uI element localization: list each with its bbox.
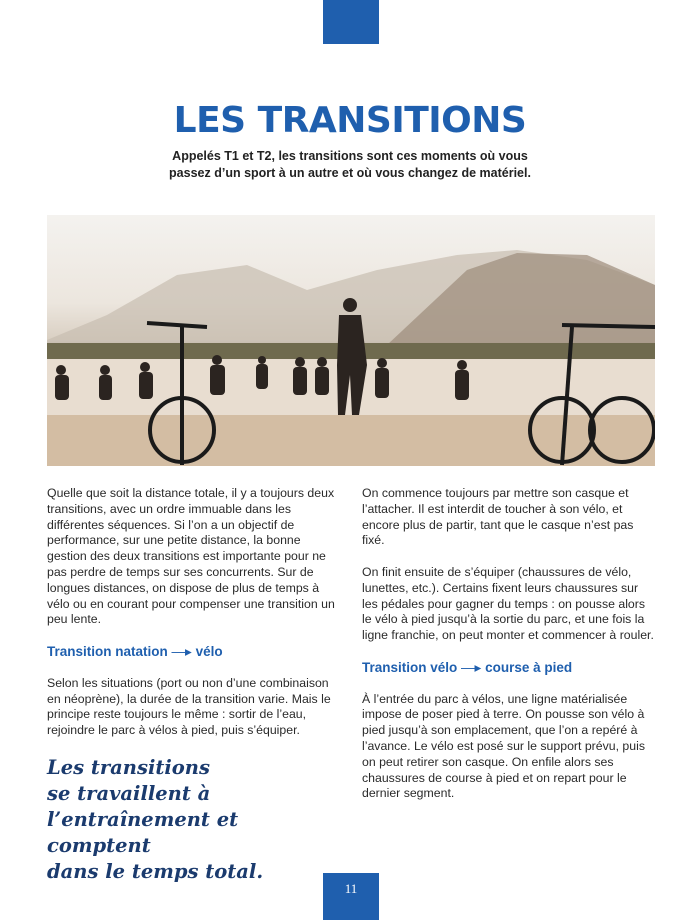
quote-line: l’entraînement et comptent bbox=[47, 807, 239, 857]
photo-illustration bbox=[47, 215, 655, 466]
top-tab-decoration bbox=[323, 0, 379, 44]
heading-part: Transition vélo bbox=[362, 659, 458, 675]
heading-part: vélo bbox=[195, 643, 223, 659]
quote-line: se travaillent à bbox=[47, 781, 211, 805]
intro-paragraph: Quelle que soit la distance totale, il y a toujours deux transitions, avec un ordre immuable dans les différentes séquences. Si l’on a un objectif de performance, sur une petite distance, la bonne gestion des deux transitions est importante pour ne pas perdre de temps sur ses concurrents. Sur de longues distances, on dispose de plus de temps à vélo ou en courant pour compenser une transition un peu lente. bbox=[47, 486, 335, 627]
page-number: 11 bbox=[323, 873, 379, 920]
subtitle-line: Appelés T1 et T2, les transitions sont ces moments où vous bbox=[172, 149, 528, 163]
pull-quote bbox=[47, 755, 337, 885]
helmet-paragraph: On commence toujours par mettre son casque et l’attacher. Il est interdit de toucher à son vélo, et encore plus de partir, tant que le casque n’est pas fixé. bbox=[362, 486, 634, 548]
right-column bbox=[362, 486, 657, 818]
bike-run-paragraph: À l’entrée du parc à vélos, une ligne matérialisée impose de poser pied à terre. On pousse son vélo à pied jusqu’à son emplacement, que l’on a repéré à l’avance. Le vélo est posé sur le support prévu, puis on peut retirer son casque. On enfile alors ses chaussures de course à pied et on repart pour le dernier segment. bbox=[362, 691, 645, 801]
left-column bbox=[47, 486, 337, 885]
subtitle-line: passez d’un sport à un autre et où vous changez de matériel. bbox=[169, 166, 531, 180]
quote-line: dans le temps total. bbox=[47, 859, 264, 883]
section-heading-swim-bike bbox=[47, 644, 337, 660]
page-title: LES TRANSITIONS bbox=[173, 100, 527, 141]
quote-line: Les transitions bbox=[47, 755, 210, 779]
arrow-right-icon: —▸ bbox=[461, 659, 482, 675]
heading-part: course à pied bbox=[485, 659, 573, 675]
section-heading-bike-run bbox=[362, 660, 657, 676]
subtitle bbox=[150, 148, 550, 182]
heading-part: Transition natation bbox=[47, 643, 168, 659]
arrow-right-icon: —▸ bbox=[171, 643, 192, 659]
swim-bike-paragraph: Selon les situations (port ou non d’une combinaison en néoprène), la durée de la transition varie. Mais le principe reste toujours le même : sortir de l’eau, rejoindre le parc à vélos à pied, puis s’équiper. bbox=[47, 675, 331, 738]
equip-paragraph: On finit ensuite de s’équiper (chaussures de vélo, lunettes, etc.). Certains fixent leurs chaussures sur les pédales pour gagner du temps : on pousse alors le vélo à pied jusqu’à la sortie du parc, et une fois la ligne franchie, on peut monter et commencer à rouler. bbox=[362, 564, 654, 643]
triathlon-photo bbox=[47, 215, 655, 466]
